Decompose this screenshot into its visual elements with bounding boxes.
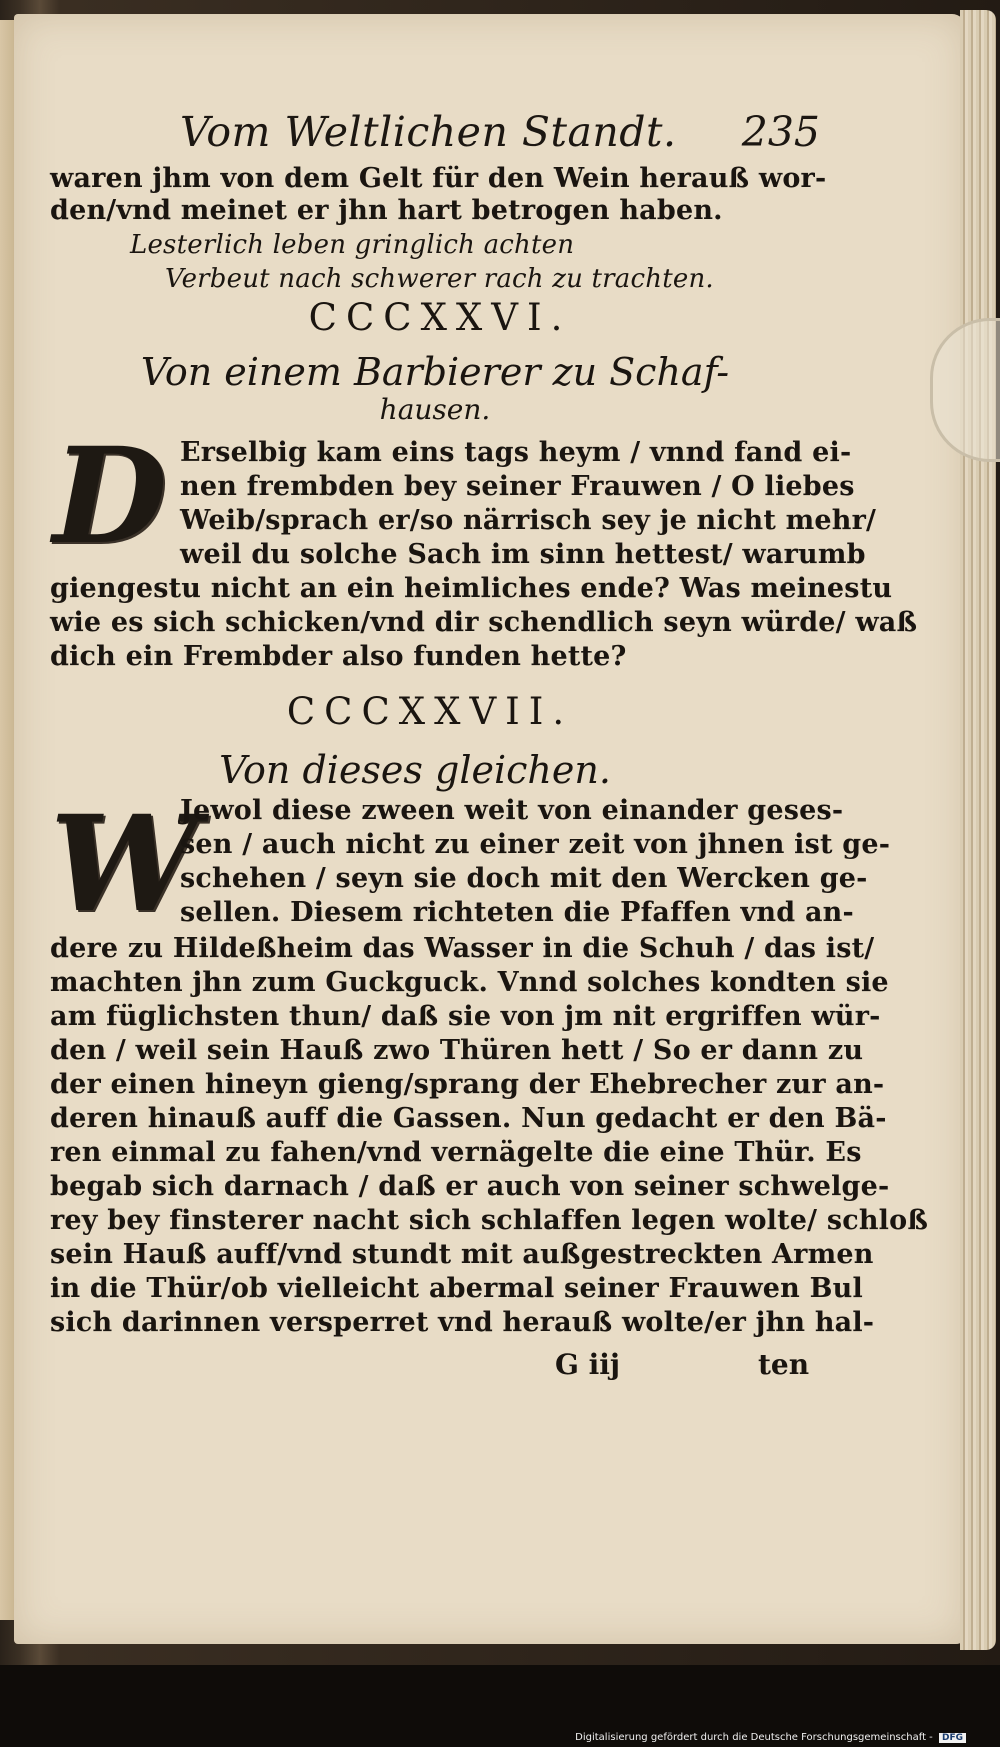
decorated-initial: D <box>52 419 168 574</box>
verse-line: Lesterlich leben gringlich achten <box>130 230 575 260</box>
verse-line: Verbeut nach schwerer rach zu trachten. <box>165 264 714 294</box>
text-line: sein Hauß auff/vnd stundt mit außgestreckten Armen <box>50 1239 874 1270</box>
text-line: der einen hineyn gieng/sprang der Ehebrecher zur an- <box>50 1069 885 1100</box>
text-line: sich darinnen versperret vnd herauß wolte/er jhn hal- <box>50 1307 875 1338</box>
text-line: in die Thür/ob vielleicht abermal seiner Frauwen Bul <box>50 1273 863 1304</box>
text-line: deren hinauß auff die Gassen. Nun gedacht er den Bä- <box>50 1103 887 1134</box>
funding-credit <box>575 1732 966 1743</box>
chapter-title-cont: hausen. <box>379 393 491 426</box>
text-line: den/vnd meinet er jhn hart betrogen haben. <box>50 195 723 226</box>
page-header <box>180 108 820 158</box>
dfg-logo-icon: DFG <box>939 1733 966 1743</box>
chapter-title: Von dieses gleichen. <box>219 748 611 792</box>
text-line: waren jhm von dem Gelt für den Wein herauß wor- <box>50 163 827 194</box>
text-line: machten jhn zum Guckguck. Vnnd solches kondten sie <box>50 967 889 998</box>
text-line: sellen. Diesem richteten die Pfaffen vnd an- <box>180 897 854 928</box>
text-line: schehen / seyn sie doch mit den Wercken ge- <box>180 863 868 894</box>
text-line: den / weil sein Hauß zwo Thüren hett / So er dann zu <box>50 1035 864 1066</box>
text-line: dich ein Frembder also funden hette? <box>50 641 627 672</box>
footer-bar <box>0 1665 1000 1747</box>
text-line: wie es sich schicken/vnd dir schendlich seyn würde/ waß <box>50 607 918 638</box>
text-line: sen / auch nicht zu einer zeit von jhnen ist ge- <box>180 829 891 860</box>
text-line: nen frembden bey seiner Frauwen / O liebes <box>180 471 855 502</box>
chapter-number: CCCXXVI. <box>308 296 572 339</box>
text-line: giengestu nicht an ein heimliches ende? Was meinestu <box>50 573 893 604</box>
chapter-number: CCCXXVII. <box>286 690 574 733</box>
text-line: Weib/sprach er/so närrisch sey je nicht mehr/ <box>180 505 877 536</box>
text-line: Erselbig kam eins tags heym / vnnd fand ei- <box>180 437 852 468</box>
text-line: am füglichsten thun/ daß sie von jm nit ergriffen wür- <box>50 1001 881 1032</box>
page-number: 235 <box>741 108 820 156</box>
catchword: ten <box>758 1348 810 1381</box>
text-line: rey bey finsterer nacht sich schlaffen legen wolte/ schloß <box>50 1205 929 1236</box>
text-line: ren einmal zu fahen/vnd vernägelte die eine Thür. Es <box>50 1137 862 1168</box>
text-line: weil du solche Sach im sinn hettest/ warumb <box>180 539 866 570</box>
decorated-initial: W <box>50 787 199 942</box>
text-line: begab sich darnach / daß er auch von seiner schwelge- <box>50 1171 890 1202</box>
running-head: Vom Weltlichen Standt. <box>180 108 677 156</box>
text-line: Jewol diese zween weit von einander geses- <box>180 795 844 826</box>
text-line: dere zu Hildeßheim das Wasser in die Schuh / das ist/ <box>50 933 875 964</box>
credit-text: Digitalisierung gefördert durch die Deutsche Forschungsgemeinschaft - <box>575 1732 933 1743</box>
page-stack-edge <box>960 10 996 1650</box>
chapter-title: Von einem Barbierer zu Schaf- <box>140 350 730 394</box>
signature-mark: G iij <box>555 1348 621 1381</box>
